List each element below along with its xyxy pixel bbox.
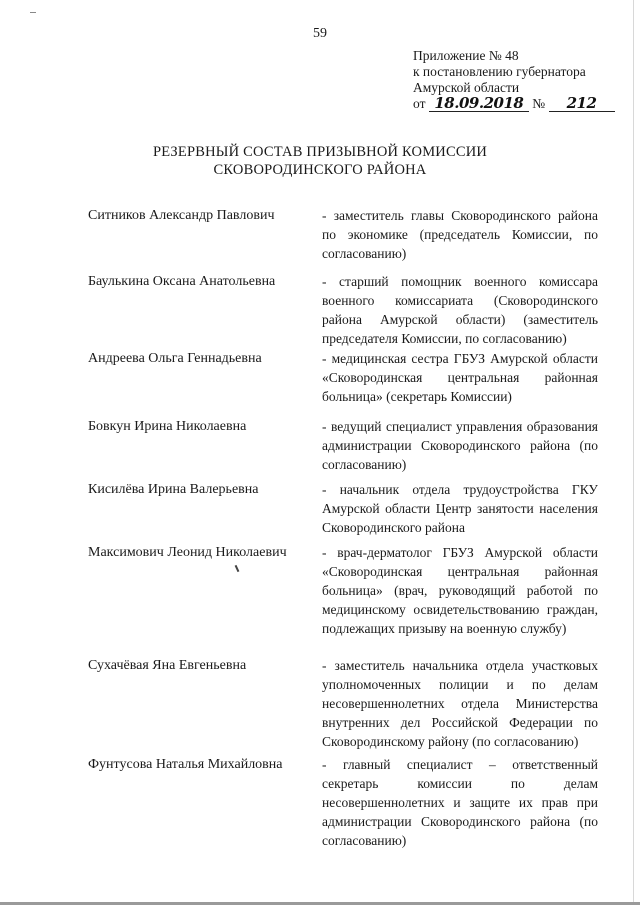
appendix-line-2: к постановлению губернатора	[413, 64, 586, 79]
from-label: от	[413, 96, 426, 111]
member-role: - главный специалист – ответственный секретарь комиссии по делам несовершеннолетних и защите их прав при администрации Сковородинского района (по согласованию)	[322, 757, 598, 848]
appendix-header	[413, 48, 633, 112]
member-role: - ведущий специалист управления образования администрации Сковородинского района (по согласованию)	[322, 419, 598, 472]
member-name: Максимович Леонид Николаевич	[88, 545, 287, 560]
scan-speck	[235, 565, 240, 572]
member-role: - медицинская сестра ГБУЗ Амурской области «Сковородинская центральная районная больница» (секретарь Комиссии)	[322, 351, 598, 404]
member-role: - заместитель главы Сковородинского района по экономике (председатель Комиссии, по согласованию)	[322, 208, 598, 261]
scan-edge-right	[633, 0, 634, 905]
member-name: Фунтусова Наталья Михайловна	[88, 757, 283, 772]
scan-mark	[30, 12, 36, 13]
member-name: Ситников Александр Павлович	[88, 208, 275, 223]
appendix-date-line	[413, 96, 633, 112]
date-field	[429, 96, 529, 112]
document-title	[0, 143, 640, 179]
appendix-line-1: Приложение № 48	[413, 48, 519, 63]
title-line-1: РЕЗЕРВНЫЙ СОСТАВ ПРИЗЫВНОЙ КОМИССИИ	[152, 144, 488, 160]
member-role: - врач-дерматолог ГБУЗ Амурской области «Сковородинская центральная районная больница» (врач, руководящий работой по медицинскому освидетельствованию граждан, подлежащих призыву на военную службу)	[322, 545, 598, 636]
member-role: - старший помощник военного комиссара военного комиссариата (Сковородинского района Амурской области) (заместитель председателя Комиссии, по согласованию)	[322, 274, 598, 346]
member-name: Кисилёва Ирина Валерьевна	[88, 482, 259, 497]
member-name: Андреева Ольга Геннадьевна	[88, 351, 262, 366]
member-name: Бовкун Ирина Николаевна	[88, 419, 247, 434]
member-role: - заместитель начальника отдела участковых уполномоченных полиции и по делам несовершеннолетних отдела Министерства внутренних дел Российской Федерации по Сковородинскому району (по согласованию)	[322, 658, 598, 749]
title-line-2: СКОВОРОДИНСКОГО РАЙОНА	[213, 162, 427, 178]
handwritten-date: 18.09.2018	[434, 94, 524, 112]
number-label: №	[532, 96, 546, 111]
member-name: Сухачёвая Яна Евгеньевна	[88, 658, 247, 673]
member-role: - начальник отдела трудоустройства ГКУ Амурской области Центр занятости населения Сковородинского района	[322, 482, 598, 535]
appendix-line-3: Амурской области	[413, 80, 520, 95]
page-number: 59	[313, 26, 327, 41]
number-field	[549, 96, 615, 112]
handwritten-number: 212	[566, 94, 597, 112]
member-name: Баулькина Оксана Анатольевна	[88, 274, 276, 289]
